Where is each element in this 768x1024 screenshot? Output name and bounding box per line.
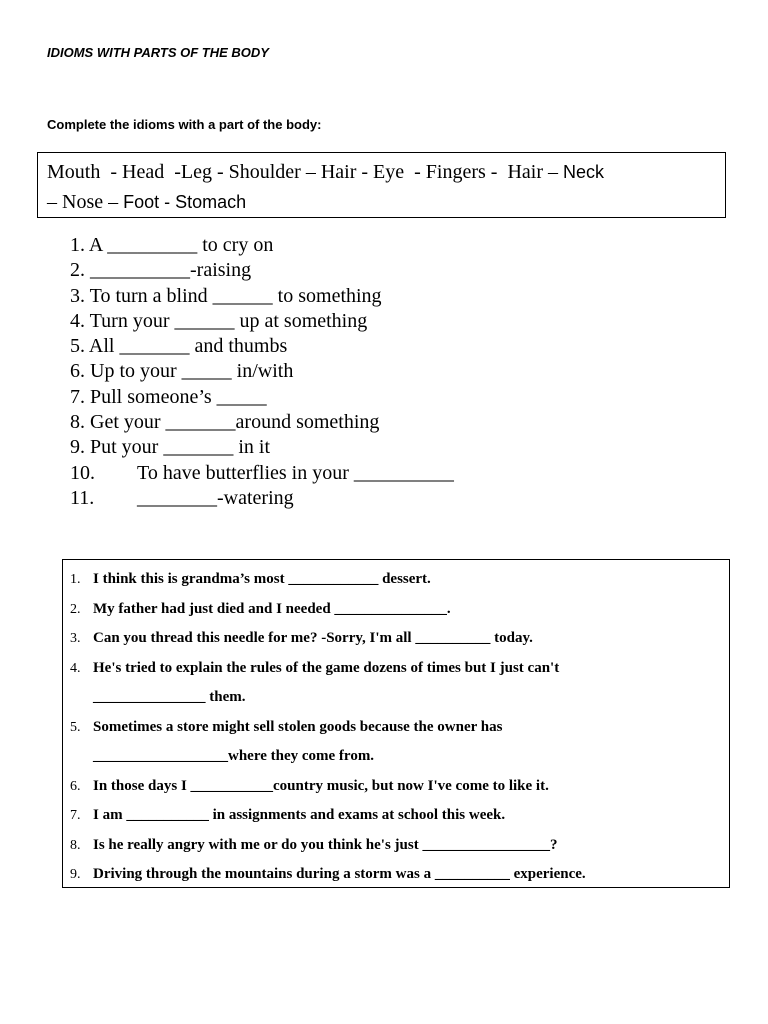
sentence-item (63, 801, 586, 831)
sentence-number: 7. (70, 808, 81, 823)
word-bank-line-2 (47, 187, 725, 217)
idiom-item (70, 359, 454, 384)
word-bank-line-2-serif: – Nose – (47, 191, 124, 213)
idiom-text: ________-watering (137, 486, 294, 509)
idiom-text: All _______ and thumbs (88, 335, 288, 358)
word-bank-line-1-sans: Neck (562, 162, 604, 182)
sentence-item (63, 595, 586, 625)
idiom-item (70, 258, 454, 283)
sentence-text: Can you thread this needle for me? -Sorry, I'm all __________ today. (93, 630, 533, 646)
sentence-text: He's tried to explain the rules of the game dozens of times but I just can't (93, 659, 560, 676)
sentence-text: In those days I ___________country music, but now I've come to like it. (93, 777, 549, 794)
idiom-item (70, 486, 454, 511)
word-bank-box (37, 152, 726, 218)
idiom-item (70, 233, 454, 258)
sentence-number: 8. (70, 837, 81, 853)
idiom-text: Get your _______around something (90, 411, 380, 434)
sentence-item (63, 772, 586, 802)
sentence-item (63, 654, 586, 713)
sentence-number: 1. (70, 572, 81, 587)
idiom-number: 3. (70, 284, 85, 307)
idiom-number: 6. (70, 360, 85, 383)
idiom-text: __________-raising (90, 259, 252, 282)
idiom-text: Turn your ______ up at something (89, 309, 368, 332)
idiom-item (70, 284, 454, 309)
idiom-text: Pull someone’s _____ (90, 385, 267, 408)
sentence-number: 2. (70, 601, 81, 617)
idiom-text: To turn a blind ______ to something (89, 284, 382, 307)
sentence-item (63, 624, 586, 654)
idiom-item (70, 461, 454, 486)
sentence-number: 9. (70, 867, 81, 882)
idiom-number: 2. (70, 259, 85, 282)
sentence-text-continued: __________________where they come from. (93, 748, 375, 764)
document-title: IDIOMS WITH PARTS OF THE BODY (47, 45, 269, 60)
sentence-list (63, 565, 586, 890)
idiom-item (70, 385, 454, 410)
sentence-text: My father had just died and I needed _______________. (93, 600, 451, 617)
idiom-number: 4. (70, 309, 85, 332)
sentence-item (63, 831, 586, 861)
idiom-number: 5. (70, 335, 85, 358)
idiom-text: Up to your _____ in/with (90, 360, 294, 383)
idiom-item (70, 435, 454, 460)
idiom-text: A _________ to cry on (88, 234, 274, 256)
idiom-number: 9. (70, 436, 85, 459)
sentence-text: Sometimes a store might sell stolen goods because the owner has (93, 718, 503, 735)
idiom-text: To have butterflies in your __________ (137, 461, 454, 484)
sentence-item (63, 565, 586, 595)
sentence-number: 5. (70, 719, 81, 735)
idiom-number: 11. (70, 486, 95, 509)
sentence-text-continued: _______________ them. (93, 689, 246, 705)
idiom-number: 7. (70, 385, 85, 408)
idiom-text: Put your _______ in it (90, 436, 271, 459)
sentence-number: 4. (70, 660, 81, 676)
sentence-item (63, 860, 586, 890)
word-bank-line-1-serif: Mouth - Head -Leg - Shoulder – Hair - Eye - Fingers - Hair – (47, 161, 563, 183)
sentence-number: 6. (70, 778, 81, 794)
sentence-text: I am ___________ in assignments and exams at school this week. (93, 807, 506, 823)
sentence-box (62, 559, 730, 888)
sentence-item (63, 713, 586, 772)
sentence-text: Is he really angry with me or do you think he's just _________________? (93, 836, 558, 853)
idiom-number: 10. (70, 461, 95, 484)
sentence-text: Driving through the mountains during a storm was a __________ experience. (93, 866, 586, 882)
instruction-text: Complete the idioms with a part of the body: (47, 117, 322, 132)
word-bank-line-2-sans: Foot - Stomach (123, 192, 247, 212)
idiom-item (70, 334, 454, 359)
idiom-number: 1. (70, 234, 85, 256)
idiom-item (70, 309, 454, 334)
idiom-number: 8. (70, 411, 85, 434)
sentence-number: 3. (70, 631, 81, 646)
idiom-item (70, 410, 454, 435)
word-bank-line-1 (47, 157, 725, 187)
idiom-list (70, 233, 454, 511)
sentence-text: I think this is grandma’s most ____________ dessert. (93, 571, 431, 587)
